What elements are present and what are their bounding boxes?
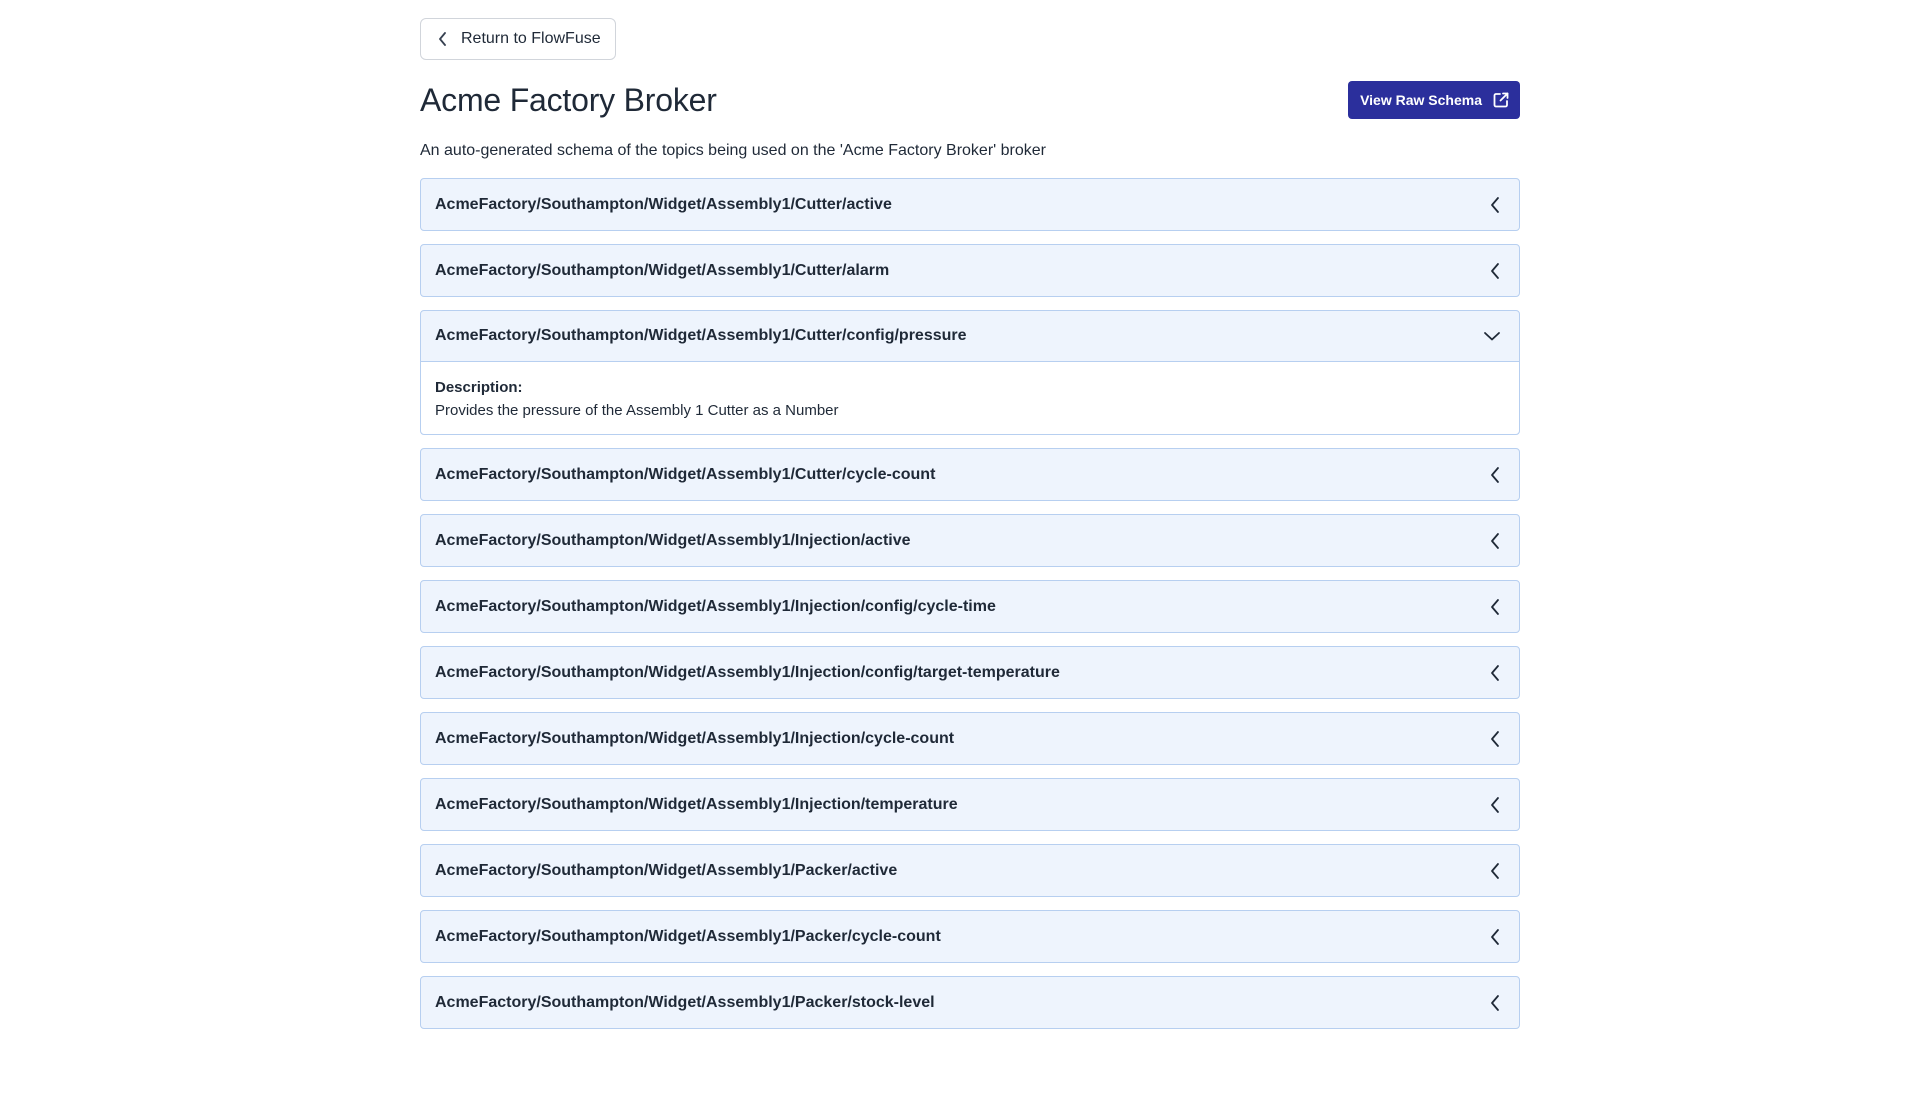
page-subtitle: An auto-generated schema of the topics being used on the 'Acme Factory Broker' broker — [420, 142, 1047, 159]
topic-name: AcmeFactory/Southampton/Widget/Assembly1/Packer/stock-level — [435, 993, 935, 1011]
topic-item — [420, 778, 1520, 831]
topic-item — [420, 514, 1520, 567]
topic-name: AcmeFactory/Southampton/Widget/Assembly1/Injection/cycle-count — [435, 729, 955, 747]
chevron-left-icon — [1489, 730, 1501, 748]
description-text: Provides the pressure of the Assembly 1 Cutter as a Number — [435, 402, 839, 419]
chevron-left-icon — [1489, 994, 1501, 1012]
page-header — [420, 80, 1520, 120]
topic-item — [420, 844, 1520, 897]
topic-header[interactable] — [421, 311, 1519, 362]
topic-item — [420, 580, 1520, 633]
topic-header[interactable] — [421, 179, 1519, 230]
topic-details — [421, 362, 1519, 434]
chevron-left-icon — [1489, 532, 1501, 550]
topic-name: AcmeFactory/Southampton/Widget/Assembly1/Packer/cycle-count — [435, 927, 941, 945]
chevron-left-icon — [1489, 796, 1501, 814]
topic-name: AcmeFactory/Southampton/Widget/Assembly1/Cutter/active — [435, 195, 892, 213]
external-link-icon — [1492, 91, 1510, 109]
chevron-left-icon — [437, 32, 449, 46]
topic-header[interactable] — [421, 581, 1519, 632]
topic-item — [420, 448, 1520, 501]
topic-header[interactable] — [421, 647, 1519, 698]
topic-item — [420, 910, 1520, 963]
chevron-left-icon — [1489, 262, 1501, 280]
topic-name: AcmeFactory/Southampton/Widget/Assembly1/Cutter/cycle-count — [435, 465, 936, 483]
topic-header[interactable] — [421, 245, 1519, 296]
topic-list — [420, 178, 1520, 1029]
view-raw-schema-button[interactable] — [1348, 81, 1520, 119]
topic-header[interactable] — [421, 911, 1519, 962]
chevron-down-icon — [1483, 330, 1501, 342]
topic-header[interactable] — [421, 845, 1519, 896]
page-title: Acme Factory Broker — [420, 81, 717, 118]
chevron-left-icon — [1489, 598, 1501, 616]
schema-page — [420, 18, 1520, 1029]
topic-header[interactable] — [421, 515, 1519, 566]
topic-item — [420, 244, 1520, 297]
description-label: Description: — [435, 379, 523, 396]
return-button[interactable] — [420, 18, 616, 60]
topic-name: AcmeFactory/Southampton/Widget/Assembly1/Injection/temperature — [435, 795, 958, 813]
topic-header[interactable] — [421, 779, 1519, 830]
topic-name: AcmeFactory/Southampton/Widget/Assembly1/Injection/config/cycle-time — [435, 597, 996, 615]
chevron-left-icon — [1489, 928, 1501, 946]
topic-name: AcmeFactory/Southampton/Widget/Assembly1/Packer/active — [435, 861, 898, 879]
topic-item — [420, 712, 1520, 765]
topic-item — [420, 646, 1520, 699]
chevron-left-icon — [1489, 196, 1501, 214]
topic-name: AcmeFactory/Southampton/Widget/Assembly1/Cutter/alarm — [435, 261, 890, 279]
chevron-left-icon — [1489, 466, 1501, 484]
topic-item — [420, 976, 1520, 1029]
topic-header[interactable] — [421, 977, 1519, 1028]
topic-item — [420, 178, 1520, 231]
topic-name: AcmeFactory/Southampton/Widget/Assembly1/Injection/active — [435, 531, 911, 549]
chevron-left-icon — [1489, 862, 1501, 880]
topic-name: AcmeFactory/Southampton/Widget/Assembly1/Cutter/config/pressure — [435, 327, 967, 344]
view-raw-schema-label: View Raw Schema — [1360, 92, 1482, 108]
topic-header[interactable] — [421, 713, 1519, 764]
topic-item — [420, 310, 1520, 435]
topic-name: AcmeFactory/Southampton/Widget/Assembly1/Injection/config/target-temperature — [435, 663, 1060, 681]
chevron-left-icon — [1489, 664, 1501, 682]
topic-header[interactable] — [421, 449, 1519, 500]
return-button-label: Return to FlowFuse — [461, 30, 601, 47]
